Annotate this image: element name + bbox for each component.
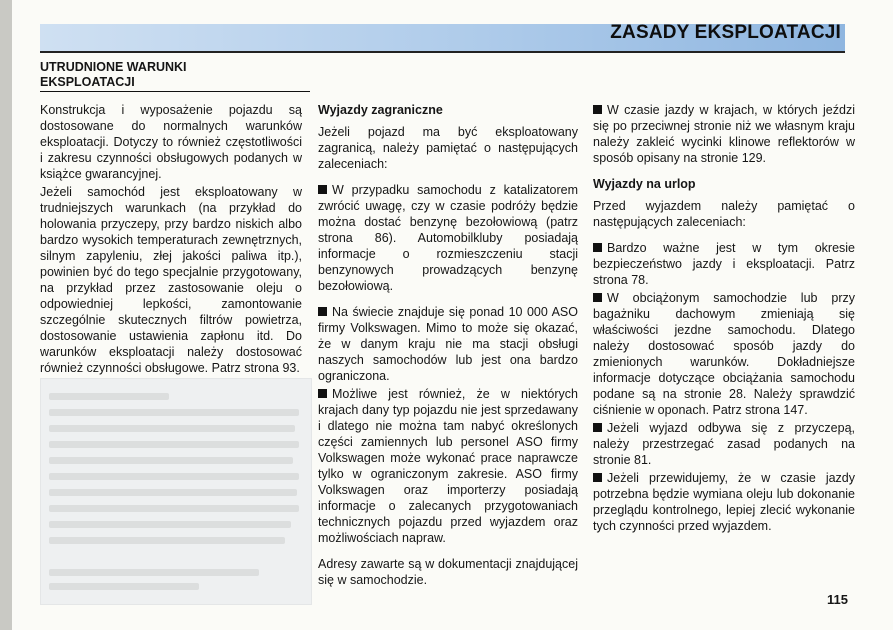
page-number: 115 [827,592,848,607]
mid-paragraph-2: Adresy zawarte są w dokumentacji znajdującej się w samochodzie. [318,557,578,587]
right-column [593,102,855,536]
right-bullet-5: Jeżeli przewidujemy, że w czasie jazdy potrzebna będzie wymiana oleju lub dokonanie przeglądu kontrolnego, lepiej zlecić wykonanie tych czynności przed wyjazdem. [593,471,855,533]
right-bullet-3: W obciążonym samochodzie lub przy bagażniku dachowym zmieniają się właściwości jezdne samochodu. Dlatego należy dostosować sposób jazdy do zmienionych warunków. Dokładniejsze informacje dotyczące obciążania samochodu podane są na stronie 28. Należy sprawdzić ciśnienie w oponach. Patrz strona 147. [593,291,855,417]
page-edge-shadow [0,0,12,630]
bullet-square-icon [318,307,327,316]
bullet-square-icon [593,293,602,302]
section-title-line1: UTRUDNIONE WARUNKI [40,60,187,74]
section-title-line2: EKSPLOATACJI [40,75,310,92]
right-bullet-4: Jeżeli wyjazd odbywa się z przyczepą, należy przestrzegać zasad podanych na stronie 81. [593,421,855,467]
right-paragraph-1: Przed wyjazdem należy pamiętać o następujących zaleceniach: [593,199,855,229]
header-divider [40,51,845,53]
mid-bullet-3: Możliwe jest również, że w niektórych krajach dany typ pojazdu nie jest sprzedawany i dlatego nie można tam nabyć określonych części zamiennych lub personel ASO firmy Volkswagen może wykonać prace naprawcze tylko w ograniczonym zakresie. ASO firmy Volkswagen oraz importerzy posiadają informacje o zalecanych przygotowaniach technicznych pojazdu przed wyjazdem oraz możliwościach napraw. [318,387,578,545]
mid-paragraph-1: Jeżeli pojazd ma być eksploatowany zagranicą, należy pamiętać o następujących zaleceniach: [318,125,578,171]
right-bullet-2: Bardzo ważne jest w tym okresie bezpieczeństwo jazdy i eksploatacji. Patrz strona 78. [593,241,855,287]
left-paragraph-1: Konstrukcja i wyposażenie pojazdu są dostosowane do normalnych warunków eksploatacji. Dotyczy to również częstotliwości i zakresu czynności obsługowych podanych w książce gwarancyjnej. [40,103,302,181]
bullet-square-icon [318,389,327,398]
bullet-square-icon [593,423,602,432]
bullet-square-icon [318,185,327,194]
bullet-square-icon [593,243,602,252]
middle-column [318,102,578,590]
mid-bullet-2: Na świecie znajduje się ponad 10 000 ASO firmy Volkswagen. Mimo to może się okazać, że w danym kraju nie ma stacji obsługi naszych samochodów lub jest ona bardzo ograniczona. [318,305,578,383]
chapter-title: ZASADY EKSPLOATACJI [610,22,841,43]
bleed-through-box [40,378,312,605]
right-bullet-1: W czasie jazdy w krajach, w których jeździ się po przeciwnej stronie niż we własnym kraju należy zakleić wycinki klinowe reflektorów w sposób opisany na stronie 129. [593,103,855,165]
heading-foreign-trips: Wyjazdy zagraniczne [318,103,443,117]
bullet-square-icon [593,473,602,482]
heading-vacation-trips: Wyjazdy na urlop [593,177,696,191]
mid-bullet-1: W przypadku samochodu z katalizatorem zwrócić uwagę, czy w czasie podróży będzie można dostać benzynę bezołowiową (patrz strona 86). Automobilkluby posiadają informacje o rozmieszczeniu stacji benzynowych prowadzących benzynę bezołowiową. [318,183,578,293]
section-title [40,60,310,92]
left-column [40,102,302,378]
left-paragraph-2: Jeżeli samochód jest eksploatowany w trudniejszych warunkach (na przykład do holowania przyczepy, przy bardzo niskich albo bardzo wysokich temperaturach zewnętrznych, silnym zapyleniu, złej jakości paliwa itp.), powinien być do tego specjalnie przygotowany, na przykład przez zastosowanie oleju o odpowiedniej lepkości, zamontowanie szczególnie skutecznych filtrów powietrza, dostosowanie ustawienia zapłonu itd. Do warunków eksploatacji należy dostosować również czynności obsługowe. Patrz strona 93. [40,185,302,375]
bullet-square-icon [593,105,602,114]
